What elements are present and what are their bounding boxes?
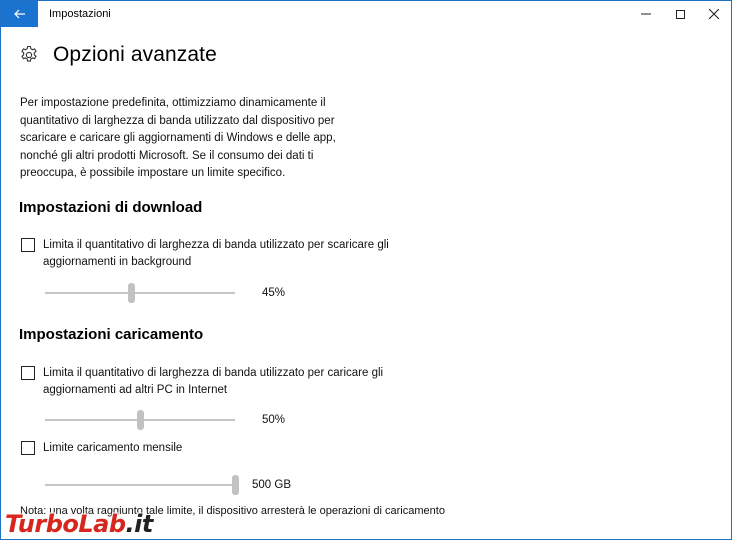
back-button[interactable] [1,1,38,27]
window-title: Impostazioni [49,8,111,20]
gear-icon [19,45,39,65]
turbolab-watermark [5,510,153,538]
download-limit-option[interactable] [21,237,423,271]
download-slider[interactable] [45,292,235,294]
upload-limit-checkbox[interactable] [21,366,35,380]
monthly-slider-thumb[interactable] [232,475,239,495]
watermark-suffix: .it [125,510,153,538]
upload-limit-option[interactable] [21,365,423,399]
monthly-limit-checkbox[interactable] [21,441,35,455]
intro-text: Per impostazione predefinita, ottimizziamo dinamicamente il quantitativo di larghezza di banda utilizzato dal dispositivo per scaricare e caricare gli aggiornamenti di Windows e delle app, nonché gli altri prodotti Microsoft. Se il consumo dei dati ti preoccupa, è possibile impostare un limite specifico. [20,97,336,179]
upload-slider[interactable] [45,419,235,421]
title-bar [1,1,731,27]
monthly-limit-label: Limite caricamento mensile [43,442,183,454]
download-slider-value: 45% [262,287,286,299]
upload-slider-thumb[interactable] [137,410,144,430]
maximize-button[interactable] [663,1,697,27]
maximize-icon [676,10,685,19]
monthly-slider-row [45,479,291,491]
monthly-limit-option[interactable] [21,440,423,457]
monthly-slider-value: 500 GB [252,479,291,491]
upload-slider-value: 50% [262,414,286,426]
caption-buttons [629,1,731,27]
note-text: Nota: una volta raggiunto tale limite, il dispositivo arresterà le operazioni di caricamento [20,505,445,517]
page-header [19,43,217,67]
watermark-text: TurboLab [5,510,126,538]
upload-section-title: Impostazioni caricamento [19,326,204,343]
download-section-title: Impostazioni di download [19,199,203,216]
page-title: Opzioni avanzate [53,43,217,66]
download-slider-row [45,287,285,299]
back-arrow-icon [14,9,26,19]
upload-limit-label: Limita il quantitativo di larghezza di banda utilizzato per caricare gli aggiornamenti ad altri PC in Internet [43,367,384,396]
download-limit-checkbox[interactable] [21,238,35,252]
minimize-icon [641,9,651,19]
close-icon [709,9,719,19]
download-limit-label: Limita il quantitativo di larghezza di banda utilizzato per scaricare gli aggiornamenti in background [43,239,389,268]
upload-slider-row [45,414,285,426]
download-slider-thumb[interactable] [128,283,135,303]
monthly-slider[interactable] [45,484,235,486]
minimize-button[interactable] [629,1,663,27]
close-button[interactable] [697,1,731,27]
